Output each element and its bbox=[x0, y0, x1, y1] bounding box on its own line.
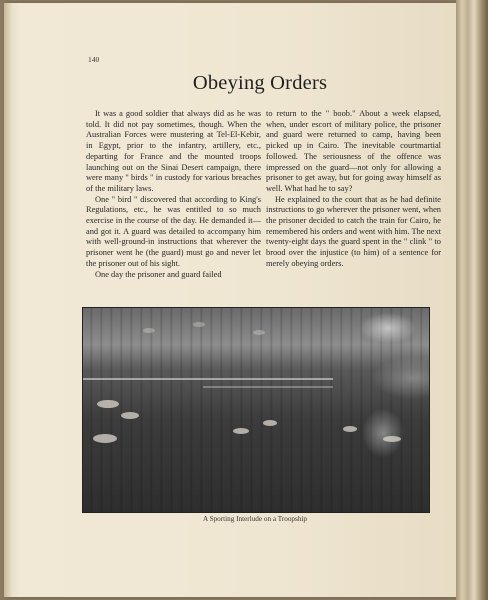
page-number: 140 bbox=[88, 55, 100, 64]
crowd-figure bbox=[263, 420, 277, 426]
deck-rail bbox=[203, 386, 333, 388]
paragraph: It was a good soldier that always did as he was told. It did not pay sometimes, though. When the Australian Forces were mustering at Tel-El-Kebir, in Egypt, prior to the infantry, artillery, etc., departing for France and the mounted troops launching out on the Sinai Desert campaign, there were many " birds " in custody for various breaches of the military laws. bbox=[86, 109, 261, 193]
article-title: Obeying Orders bbox=[192, 72, 328, 94]
troopship-photo bbox=[82, 307, 430, 513]
deck-rail bbox=[83, 378, 333, 380]
article-column-right bbox=[266, 109, 441, 270]
crowd-figure bbox=[343, 426, 357, 432]
crowd-figure bbox=[233, 428, 249, 434]
paragraph: One day the prisoner and guard failed bbox=[95, 269, 222, 279]
crowd-figure bbox=[93, 434, 117, 443]
crowd-figure bbox=[143, 328, 155, 333]
crowd-figure bbox=[253, 330, 265, 335]
paragraph: He explained to the court that as he had definite instructions to go wherever the prisoner went, when the prisoner decided to catch the train for Cairo, he remembered his orders and went with him. The next twenty-eight days the guard spent in the " clink " to brood over the injustice (to him) of a sentence for merely obeying orders. bbox=[266, 194, 441, 268]
crowd-figure bbox=[193, 322, 205, 327]
paragraph: to return to the " boob." About a week elapsed, when, under escort of military police, the prisoner and guard were returned to camp, having been picked up in Cairo. The inevitable courtmartial followed. The seriousness of the offence was impressed on the guard—not only for allowing a prisoner to get away, but for going away himself as well. What had he to say? bbox=[266, 109, 441, 193]
paragraph: One " bird " discovered that according to King's Regulations, etc., he was entitled to so much exercise in the course of the day. He demanded it—and got it. A guard was detailed to accompany him with well-ground-in instructions that wherever the prisoner went he (the guard) must go and never let the prisoner out of his sight. bbox=[86, 194, 261, 268]
crowd-figure bbox=[97, 400, 119, 408]
article-column-left bbox=[86, 109, 261, 280]
crowd-figure bbox=[383, 436, 401, 442]
photo-caption: A Sporting Interlude on a Troopship bbox=[202, 515, 308, 523]
crowd-figure bbox=[121, 412, 139, 419]
